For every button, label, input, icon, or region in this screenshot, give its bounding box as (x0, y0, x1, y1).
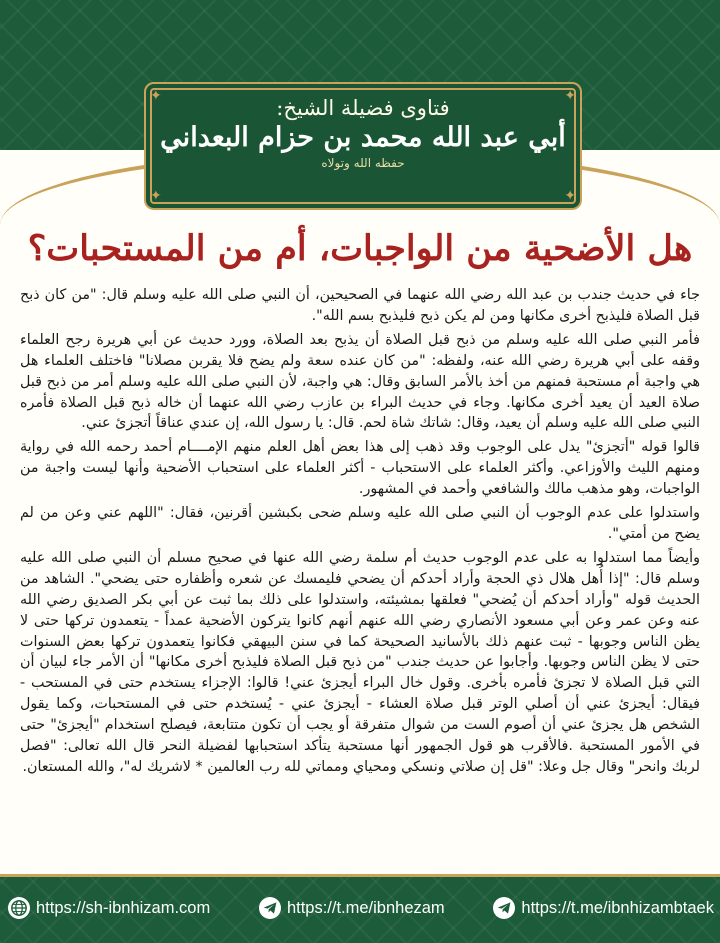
title-dua: حفظه الله وتولاه (321, 156, 405, 170)
website-link[interactable] (8, 897, 210, 919)
paragraph: وأيضاً مما استدلوا به على عدم الوجوب حديث أم سلمة رضي الله عنها في صحيح مسلم أن النبي صلى الله عليه وسلم قال: "إذا أُهل هلال ذي الحجة وأراد أحدكم أن يضحي فليمسك عن شعره وأظفاره حتى يضحي". الشاهد من الحديث قوله "وأراد أحدكم أن يُضحي" فعلقها بمشيئته، واستدلوا على ذلك بما ثبت عن أبي بكر الصديق رضي الله عنه وعن عمر وعن أبي مسعود الأنصاري رضي الله عنهم أنهم كانوا يتركون الأضحية عمداً - يتعمدون تركها حتى لا يظن الناس وجوبها - ثبت عنهم ذلك بالأسانيد الصحيحة كما في سنن البيهقي فكانوا يتعمدون تركها بعض السنوات حتى لا يظن الناس وجوبها. وأجابوا عن حديث جندب "من ذبح قبل الصلاة فليذبح أخرى مكانها" أن الأمر جاء لبيان أن التي قبل الصلاة لا تجزئ فأمره بأخرى. وقول خال البراء أيجزئ عني! قالوا: الإجزاء يستخدم حتى في المستحب - فيقال: أيجزئ عني أن أصلي الوتر قبل صلاة العشاء - أيجزئ عني - يُستخدم حتى في المستحبات، وكما يقول الشخص هل يجزئ عني أن أصوم الست من شوال متفرقة أو يجب أن تكون متتابعة، فيصلح استخدام "أيجزئ" حتى في الأمور المستحبة .فالأقرب هو قول الجمهور أنها مستحبة يتأكد استحبابها لفضيلة النحر قال الله تعالى: "فصل لربك وانحر" وقال جل وعلا: "قل إن صلاتي ونسكي ومحياي ومماتي لله رب العالمين * لاشريك له"، والله المستعان. (20, 549, 700, 775)
telegram-link-ibnhezam[interactable] (259, 897, 445, 919)
corner-ornament-icon: ✦ (150, 88, 162, 104)
globe-icon (8, 897, 30, 919)
telegram-link-text: https://t.me/ibnhizambtaek (521, 898, 714, 917)
sheikh-name: أبي عبد الله محمد بن حزام البعداني (160, 122, 566, 153)
footer (0, 874, 720, 943)
telegram-link-ibnhizambtaek[interactable] (493, 897, 714, 919)
corner-ornament-icon: ✦ (150, 188, 162, 204)
fatwa-body (20, 285, 700, 865)
page-title: هل الأضحية من الواجبات، أم من المستحبات؟ (27, 228, 693, 269)
title-line1: فتاوى فضيلة الشيخ: (276, 96, 450, 120)
telegram-icon (259, 897, 281, 919)
paragraph: جاء في حديث جندب بن عبد الله رضي الله عنهما في الصحيحين، أن النبي صلى الله عليه وسلم قال: "من كان ذبح قبل الصلاة فليذبح أخرى مكانها ومن لم يكن ذبح فليذبح بسم الله". (20, 287, 700, 324)
paragraph: واستدلوا على عدم الوجوب أن النبي صلى الله عليه وسلم ضحى بكبشين أقرنين، فقال: "اللهم عني وعن من لم يضح من أمتي". (20, 505, 700, 542)
title-box (150, 88, 576, 204)
paragraph: قالوا قوله "أتجزئ" يدل على الوجوب وقد ذهب إلى هذا بعض أهل العلم منهم الإمــــام أحمد رحمه الله في رواية ومنهم الليث والأوزاعي. وأكثر العلماء على الاستحباب - أكثر العلماء على استحباب الأضحية وأنها ليست واجبة من الواجبات، وهو مذهب مالك والشافعي وأحمد في المشهور. (20, 439, 700, 498)
corner-ornament-icon: ✦ (564, 188, 576, 204)
telegram-icon (493, 897, 515, 919)
paragraph: فأمر النبي صلى الله عليه وسلم من ذبح قبل الصلاة أن يذبح بعد الصلاة، وورد حديث عن أبي هريرة رجح العلماء وقفه على أبي هريرة رضي الله عنه، ولفظه: "من كان عنده سعة ولم يضح فلا يقربن مصلانا" فاختلف العلماء هل هي واجبة أم مستحبة فمنهم من أخذ بالأمر السابق وقال: هي واجبة، لأن النبي صلى الله عليه وسلم أمر من ذبح قبل صلاة العيد أن يعيد أخرى مكانها. وجاء في حديث البراء بن عازب رضي الله عنهما أن خاله ذبح قبل الصلاة فأمره النبي صلى الله عليه وسلم أن يعيد، وقال: شاتك شاة لحم. قال: يا رسول الله، إن عندي عناقاً أتجزئ عني. (20, 331, 700, 432)
website-link-text: https://sh-ibnhizam.com (36, 898, 211, 917)
corner-ornament-icon: ✦ (564, 88, 576, 104)
footer-links (8, 897, 714, 919)
telegram-link-text: https://t.me/ibnhezam (286, 898, 445, 917)
